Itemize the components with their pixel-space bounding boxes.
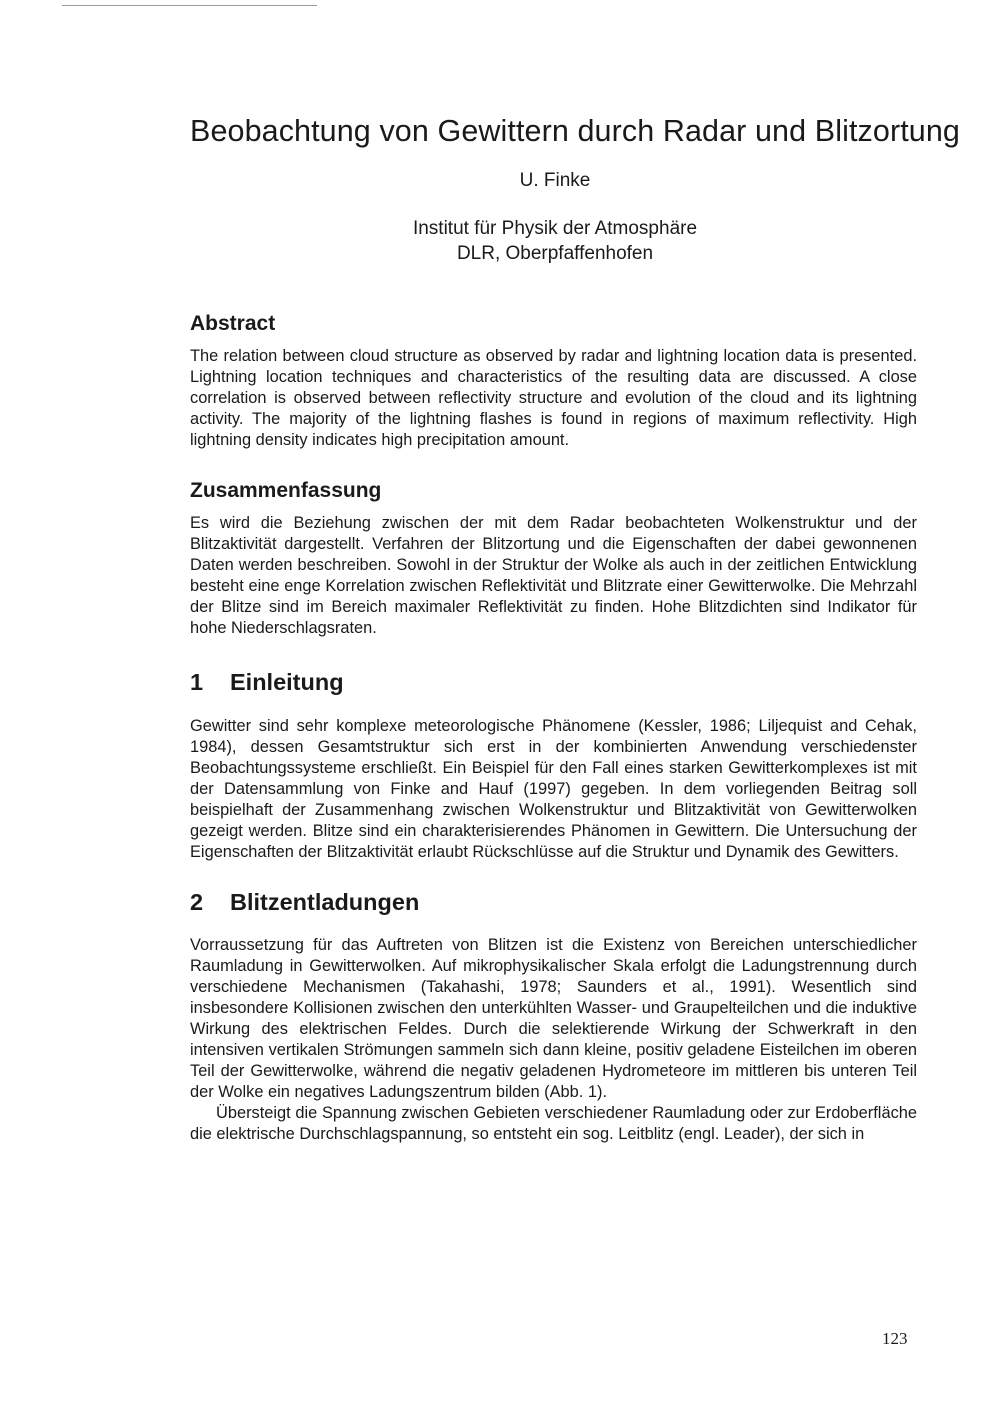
- author-name: U. Finke: [519, 170, 591, 191]
- section-2-number: 2: [190, 889, 204, 915]
- section-1-title: Einleitung: [230, 669, 344, 695]
- page-number: 123: [882, 1329, 908, 1348]
- paper-page: [190, 0, 960, 1422]
- section-2-heading: [190, 889, 419, 916]
- affiliation-institute: Institut für Physik der Atmosphäre: [412, 218, 698, 239]
- abstract-heading: Abstract: [190, 312, 276, 335]
- abstract-text: The relation between cloud structure as observed by radar and lightning location data is presented. Lightning location techniques and characteristics of the resulting data are discussed. A close correlation is observed between reflectivity structure and evolution of the cloud and its lightning activity. The majority of the lightning flashes is found in regions of maximum reflectivity. High lightning density indicates high precipitation amount.: [190, 347, 917, 449]
- zusammenfassung-text: Es wird die Beziehung zwischen der mit dem Radar beobachteten Wolkenstruktur und der Blitzaktivität dargestellt. Verfahren der Blitzortung und die Eigenschaften der dabei gewonnenen Daten werden beschreiben. Sowohl in der Struktur der Wolke als auch in der zeitlichen Entwicklung besteht eine enge Korrelation zwischen Reflektivität und Blitzrate einer Gewitterwolke. Die Mehrzahl der Blitze sind im Bereich maximaler Reflektivität zu finden. Hohe Blitzdichten sind Indikator für hohe Niederschlagsraten.: [190, 514, 917, 637]
- section-2-paragraph-2: Übersteigt die Spannung zwischen Gebieten verschiedener Raumladung oder zur Erdoberfläche die elektrische Durchschlagspannung, so entsteht ein sog. Leitblitz (engl. Leader), der sich in: [190, 1104, 917, 1143]
- section-1-heading: [190, 669, 344, 696]
- section-2-paragraph-1: Vorraussetzung für das Auftreten von Blitzen ist die Existenz von Bereichen unterschiedlicher Raumladung in Gewitterwolken. Auf mikrophysikalischer Skala erfolgt die Ladungstrennung durch verschiedene Mechanismen (Takahashi, 1978; Saunders et al., 1991). Wesentlich sind insbesondere Kollisionen zwischen den unterkühlten Wasser- und Graupelteilchen und die induktive Wirkung des elektrischen Feldes. Durch die selektierende Wirkung der Schwerkraft in den intensiven vertikalen Strömungen sammeln sich dann kleine, positiv geladene Eisteilchen im oberen Teil der Gewitterwolke, während die negativ geladenen Hydrometeore im mittleren bis unteren Teil der Wolke ein negatives Ladungszentrum bilden (Abb. 1).: [190, 936, 917, 1101]
- paper-title: Beobachtung von Gewittern durch Radar und Blitzortung: [190, 114, 960, 148]
- section-1-number: 1: [190, 669, 204, 695]
- section-2-title: Blitzentladungen: [230, 889, 420, 915]
- affiliation-location: DLR, Oberpfaffenhofen: [456, 243, 654, 264]
- section-1-text: Gewitter sind sehr komplexe meteorologische Phänomene (Kessler, 1986; Liljequist and Cehak, 1984), dessen Gesamtstruktur sich erst in der kombinierten Anwendung verschiedenster Beobachtungssysteme erschließt. Ein Beispiel für den Fall eines starken Gewitterkomplexes ist mit der Datensammlung von Finke and Hauf (1997) gegeben. In dem vorliegenden Beitrag soll beispielhaft der Zusammenhang zwischen Wolkenstruktur und Blitzaktivität von Gewitterwolken gezeigt werden. Blitze sind ein charakterisierendes Phänomen in Gewittern. Die Untersuchung der Eigenschaften der Blitzaktivität erlaubt Rückschlüsse auf die Struktur und Dynamik des Gewitters.: [190, 717, 917, 861]
- zusammenfassung-heading: Zusammenfassung: [190, 479, 382, 502]
